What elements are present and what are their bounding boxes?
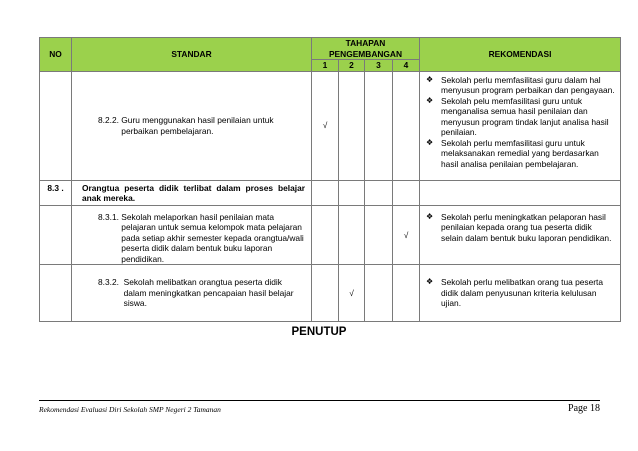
empty-cell	[393, 180, 420, 205]
rekomendasi-text: Sekolah perlu melibatkan orang tua peserta didik dalam penyusunan kriteria kelulusan ujian.	[441, 277, 604, 309]
header-tahapan	[312, 38, 420, 60]
footer-page-number: Page 18	[568, 403, 600, 414]
check-832-4	[393, 265, 420, 322]
indicator-831	[72, 212, 311, 265]
header-tahapan-line1: TAHAPAN	[345, 38, 386, 48]
table-row	[40, 265, 621, 322]
rekomendasi-cell	[420, 265, 621, 322]
stage-2: 2	[339, 60, 365, 72]
check-mark-icon: √	[322, 120, 328, 131]
empty-cell	[365, 180, 393, 205]
check-832-1	[312, 265, 339, 322]
rekomendasi-text: Sekolah perlu memfasilitasi guru untuk melaksanakan remedial yang berdasarkan hasil analisa penilaian pembelajaran.	[441, 137, 599, 169]
no-cell: 8.3 .	[40, 180, 72, 205]
indicator-text: Sekolah melaporkan hasil penilaian mata pelajaran untuk semua kelompok mata pelajaran pada setiap akhir semester kepada orangtua/wali peserta didik dalam bentuk buku laporan pendidikan.	[121, 211, 304, 264]
diamond-bullet-icon: ❖	[426, 74, 434, 84]
diamond-bullet-icon: ❖	[426, 95, 434, 105]
no-cell	[40, 205, 72, 265]
rekomendasi-item	[426, 138, 616, 170]
empty-cell	[339, 180, 365, 205]
check-822-3	[365, 71, 393, 180]
check-832-2	[339, 265, 365, 322]
rekomendasi-item	[426, 277, 616, 309]
header-standar: STANDAR	[72, 38, 312, 72]
check-mark-icon: √	[403, 229, 409, 240]
diamond-bullet-icon: ❖	[426, 137, 434, 147]
no-cell	[40, 71, 72, 180]
rekomendasi-cell	[420, 205, 621, 265]
empty-cell	[312, 180, 339, 205]
check-831-2	[339, 205, 365, 265]
check-832-3	[365, 265, 393, 322]
indicator-822	[72, 115, 311, 136]
check-831-4	[393, 205, 420, 265]
rekomendasi-cell	[420, 71, 621, 180]
empty-cell	[420, 180, 621, 205]
rekomendasi-list	[420, 212, 620, 244]
indicator-832	[72, 277, 311, 309]
rekomendasi-list	[420, 277, 620, 309]
standar-cell	[72, 205, 312, 265]
footer-document-title: Rekomendasi Evaluasi Diri Sekolah SMP Negeri 2 Tamanan	[39, 405, 221, 414]
header-rekomendasi: REKOMENDASI	[420, 38, 621, 72]
rekomendasi-item	[426, 212, 616, 244]
indicator-code: 8.3.2.	[98, 277, 119, 288]
diamond-bullet-icon: ❖	[426, 277, 434, 287]
check-822-2	[339, 71, 365, 180]
diamond-bullet-icon: ❖	[426, 211, 434, 221]
stage-4: 4	[393, 60, 420, 72]
section-heading-penutup: PENUTUP	[291, 326, 347, 338]
check-831-3	[365, 205, 393, 265]
table-row	[40, 71, 621, 180]
check-831-1	[312, 205, 339, 265]
check-822-1	[312, 71, 339, 180]
evaluation-table	[39, 37, 621, 322]
rekomendasi-item	[426, 75, 616, 96]
indicator-code: 8.2.2.	[98, 115, 119, 125]
header-no: NO	[40, 38, 72, 72]
rekomendasi-text: Sekolah perlu memfasilitasi guru dalam hal menyusun program perbaikan dan pengayaan.	[441, 74, 615, 95]
standar-cell	[72, 265, 312, 322]
indicator-text: Guru menggunakan hasil penilaian untuk perbaikan pembelajaran.	[121, 115, 274, 136]
stage-3: 3	[365, 60, 393, 72]
table-row	[40, 180, 621, 205]
rekomendasi-item	[426, 96, 616, 138]
rekomendasi-text: Sekolah pelu memfasilitasi guru untuk menganalisa semua hasil penilaian dan menyusun program tindak lanjut analisa hasil penilaian.	[441, 95, 609, 137]
header-tahapan-line2: PENGEMBANGAN	[328, 48, 403, 59]
rekomendasi-list	[420, 75, 620, 170]
footer-divider	[39, 400, 600, 401]
stage-1: 1	[312, 60, 339, 72]
check-822-4	[393, 71, 420, 180]
rekomendasi-text: Sekolah perlu meningkatkan pelaporan hasil penilaian kepada orang tua peserta didik selain dalam bentuk buku laporan pendidikan.	[441, 211, 612, 243]
indicator-text: Sekolah melibatkan orangtua peserta didik dalam meningkatkan pencapaian hasil belajar siswa.	[123, 277, 294, 309]
check-mark-icon: √	[349, 287, 354, 298]
no-cell	[40, 265, 72, 322]
table-row	[40, 205, 621, 265]
standard-83-title: Orangtua peserta didik terlibat dalam proses belajar anak mereka.	[72, 180, 312, 205]
indicator-code: 8.3.1.	[98, 211, 119, 222]
standar-cell	[72, 71, 312, 180]
